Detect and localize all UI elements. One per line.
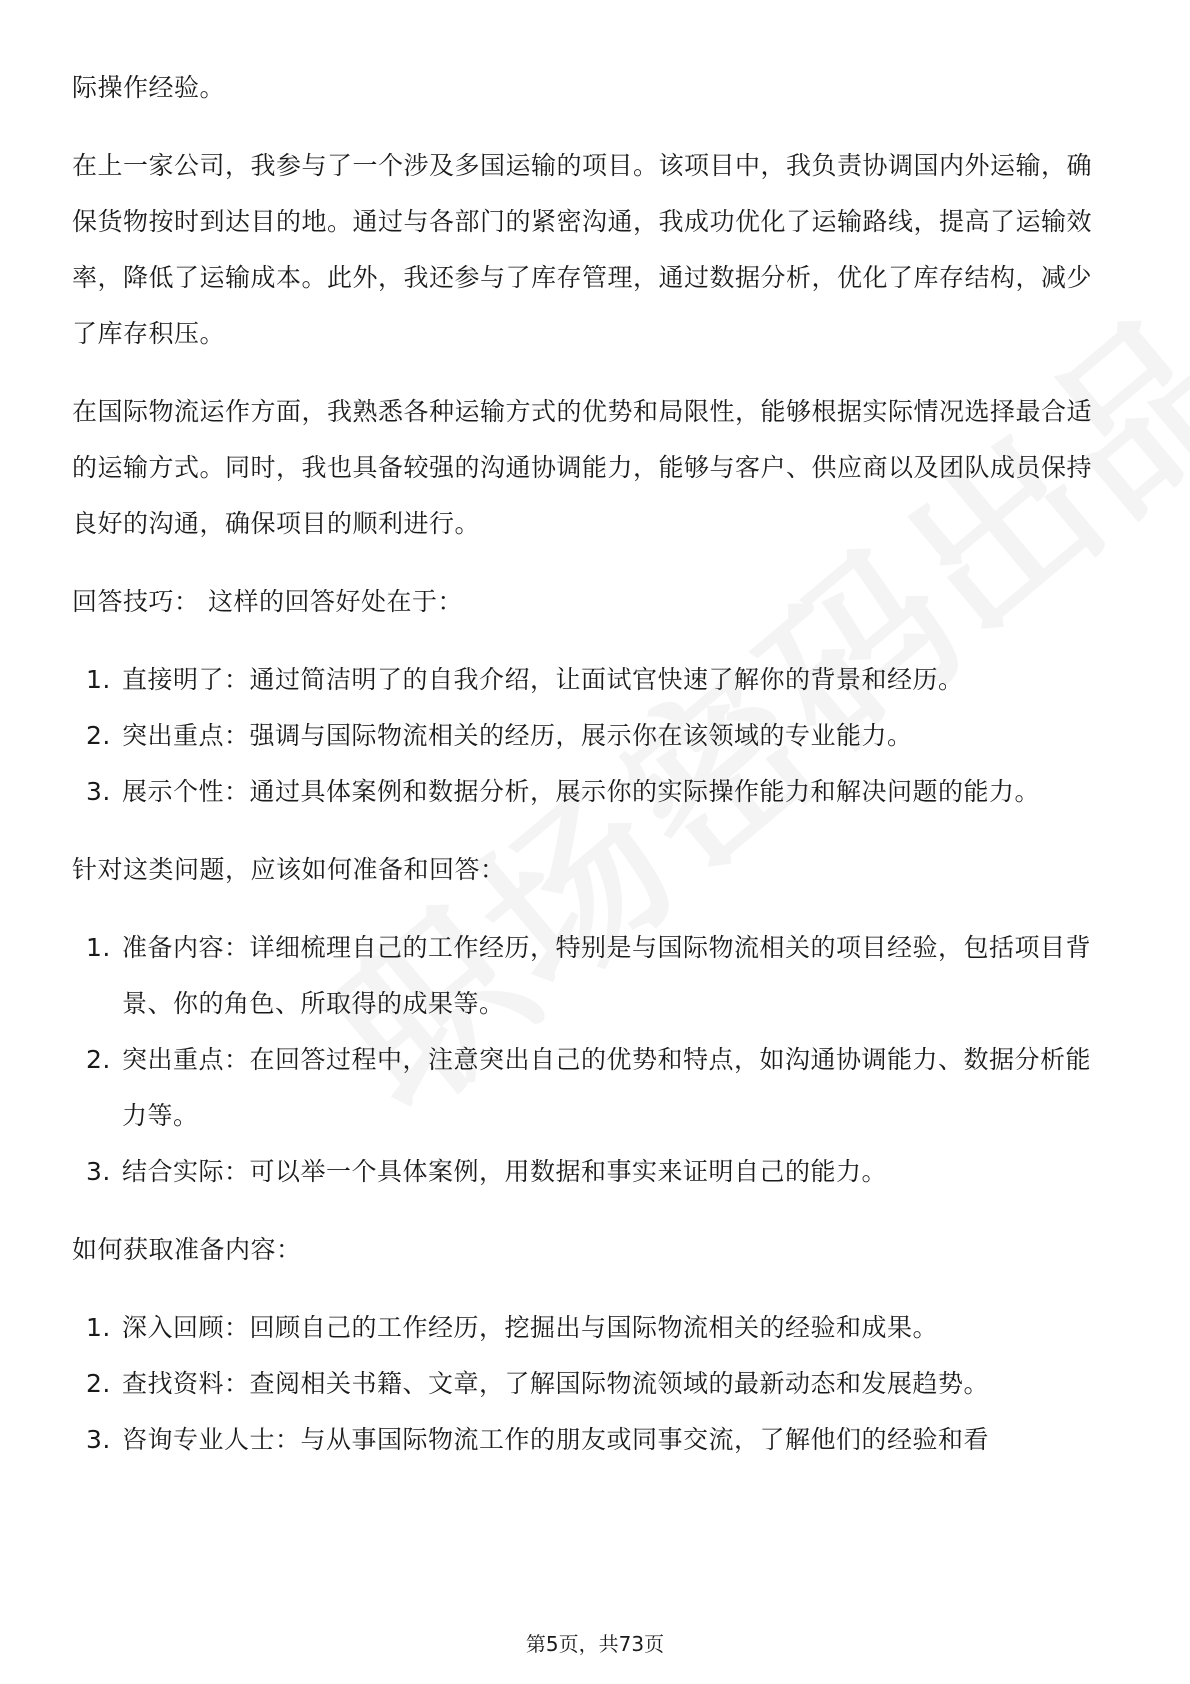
list-number: 3.	[86, 777, 111, 806]
list-item-text: 结合实际：可以举一个具体案例，用数据和事实来证明自己的能力。	[122, 1157, 888, 1186]
answer-tips-list	[72, 652, 1112, 820]
list-item-text: 突出重点：强调与国际物流相关的经历，展示你在该领域的专业能力。	[122, 721, 913, 750]
list-number: 2.	[86, 1045, 111, 1074]
list-item	[72, 1144, 1112, 1200]
list-item-text: 查找资料：查阅相关书籍、文章，了解国际物流领域的最新动态和发展趋势。	[122, 1369, 990, 1398]
page-number-footer: 第5页，共73页	[525, 1632, 665, 1656]
list-item	[72, 764, 1112, 820]
paragraph-logistics-skills: 在国际物流运作方面，我熟悉各种运输方式的优势和局限性，能够根据实际情况选择最合适的运输方式。同时，我也具备较强的沟通协调能力，能够与客户、供应商以及团队成员保持良好的沟通，确保项目的顺利进行。	[72, 397, 1093, 538]
list-item-text: 咨询专业人士：与从事国际物流工作的朋友或同事交流，了解他们的经验和看	[122, 1425, 990, 1454]
answer-tips-heading: 回答技巧： 这样的回答好处在于：	[72, 587, 463, 616]
list-item-text: 准备内容：详细梳理自己的工作经历，特别是与国际物流相关的项目经验，包括项目背景、你的角色、所取得的成果等。	[122, 933, 1092, 1018]
paragraph-continuation: 际操作经验。	[72, 73, 226, 102]
list-item-text: 突出重点：在回答过程中，注意突出自己的优势和特点，如沟通协调能力、数据分析能力等。	[122, 1045, 1092, 1130]
content-sources-heading: 如何获取准备内容：	[72, 1235, 302, 1264]
preparation-heading: 针对这类问题，应该如何准备和回答：	[72, 855, 506, 884]
list-number: 2.	[86, 721, 111, 750]
list-item	[72, 1032, 1112, 1144]
list-number: 3.	[86, 1425, 111, 1454]
list-number: 1.	[86, 665, 111, 694]
list-item	[72, 1356, 1112, 1412]
list-item	[72, 1412, 1112, 1468]
content-sources-list	[72, 1300, 1112, 1468]
list-item	[72, 920, 1112, 1032]
list-number: 1.	[86, 933, 111, 962]
list-item	[72, 1300, 1112, 1356]
paragraph-project-experience: 在上一家公司，我参与了一个涉及多国运输的项目。该项目中，我负责协调国内外运输，确保货物按时到达目的地。通过与各部门的紧密沟通，我成功优化了运输路线，提高了运输效率，降低了运输成本。此外，我还参与了库存管理，通过数据分析，优化了库存结构，减少了库存积压。	[72, 151, 1093, 348]
list-number: 2.	[86, 1369, 111, 1398]
list-item	[72, 652, 1112, 708]
preparation-list	[72, 920, 1112, 1200]
list-number: 1.	[86, 1313, 111, 1342]
list-number: 3.	[86, 1157, 111, 1186]
document-body	[72, 60, 1112, 1490]
list-item-text: 直接明了：通过简洁明了的自我介绍，让面试官快速了解你的背景和经历。	[122, 665, 964, 694]
list-item-text: 展示个性：通过具体案例和数据分析，展示你的实际操作能力和解决问题的能力。	[122, 777, 1041, 806]
list-item	[72, 708, 1112, 764]
list-item-text: 深入回顾：回顾自己的工作经历，挖掘出与国际物流相关的经验和成果。	[122, 1313, 939, 1342]
